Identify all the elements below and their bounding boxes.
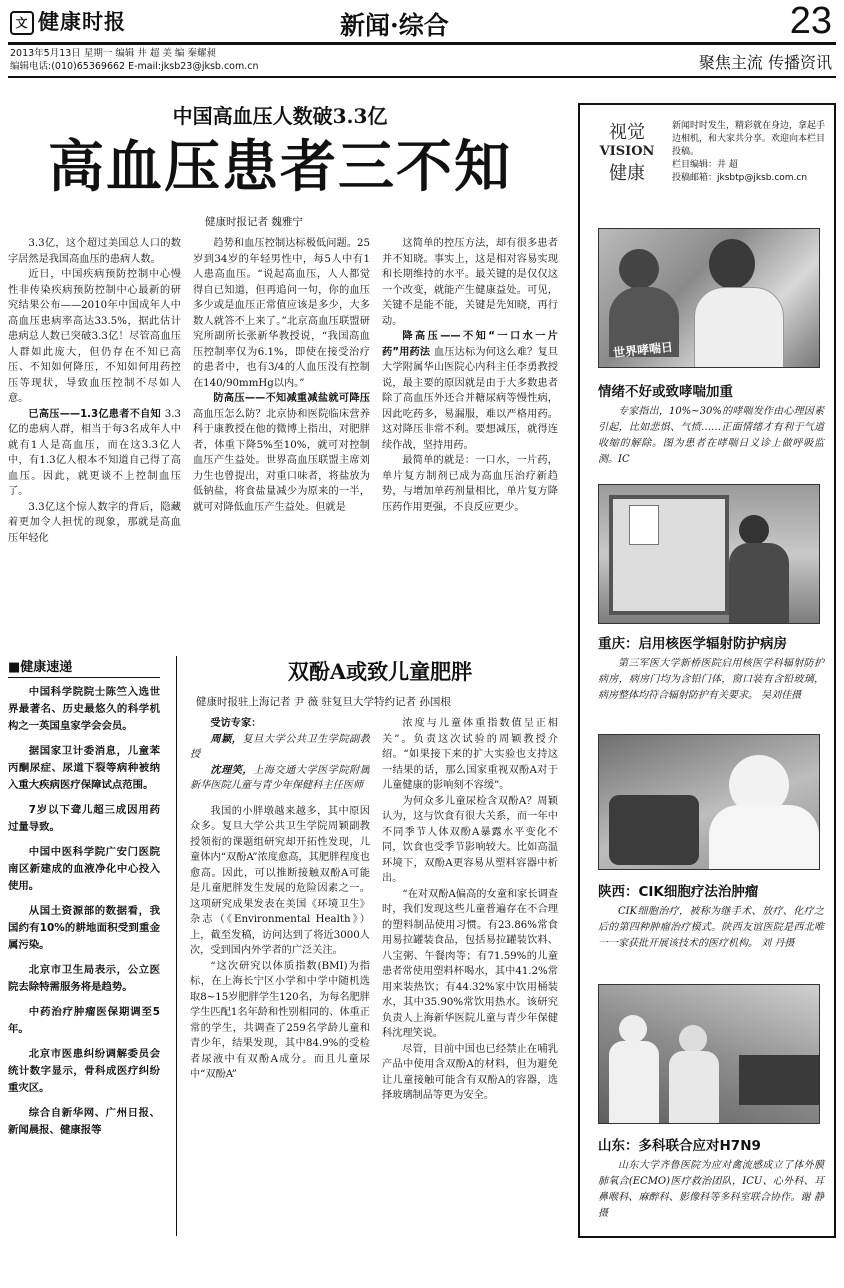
second-column-1	[190, 716, 370, 1236]
paragraph: 3.3亿这个惊人数字的背后，隐藏着更加令人担忧的现象，那就是高血压年轻化	[8, 501, 181, 544]
paragraph: 近日，中国疾病预防控制中心慢性非传染疾病预防控制中心最新的研究结果公布——2010年中国成年人中高血压患病率高达33.5%，据此估计患病总人数已突破3.3亿！尽管高血压人群如此庞大，但仍存在不知已高压、不知如何降压，不知如何用药控压等现状，导致血压控制不尽如人意。	[8, 269, 181, 404]
column-divider	[176, 656, 177, 1236]
paragraph: 尽管，目前中国也已经禁止在哺乳产品中使用含双酚A的材料，但为避免让儿童接触可能含有双酚A的容器，选择玻璃制品等更为安全。	[382, 1043, 558, 1101]
lead-headline: 高血压患者三不知	[48, 135, 512, 200]
caption-title-1: 情绪不好或致哮喘加重	[598, 384, 733, 400]
brief-item: 7岁以下聋儿超三成因用药过量导致。	[8, 804, 160, 833]
logo-icon: 文	[10, 11, 34, 35]
caption-title-2: 重庆：启用核医学辐射防护病房	[598, 636, 787, 652]
second-column-2	[382, 716, 558, 1236]
issue-meta: 2013年5月13日 星期一 编辑 井 超 美 编 秦耀昶 编辑电话:(010)65369662 E-mail:jksb23@jksb.com.cn	[10, 48, 259, 72]
paragraph: “这次研究以体质指数(BMI)为指标，在上海长宁区小学和中学中随机选取8~15岁肥胖学生120名，为每名肥胖学生匹配1名年龄和性别相同的、体重正常的学生，共调查了259名学龄儿童和青少年，结果发现，其中84.9%的受检者尿液中有双酚A成分。而且儿童尿中“双酚A”	[190, 960, 370, 1080]
subhead: 防高压——不知减重减盐就可降压	[213, 393, 370, 404]
paragraph: 3.3亿，这个超过美国总人口的数字居然是我国高血压的患病人数。	[8, 238, 181, 265]
briefs-list	[8, 684, 160, 1147]
photo-radiation-ward	[598, 484, 820, 624]
section-title: 新闻·综合	[340, 11, 449, 40]
second-byline: 健康时报驻上海记者 尹 薇 驻复旦大学特约记者 孙国根	[196, 696, 451, 708]
paragraph: 最简单的就是：一口水，一片药，单片复方制剂已成为高血压治疗新趋势，与增加单药剂量相比，单片复方降压药作用更强，不良反应更少。	[382, 455, 558, 513]
subhead: 已高压——1.3亿患者不自知	[28, 408, 165, 420]
vision-logo: 视觉 VISION 健康	[599, 122, 655, 184]
paragraph: 我国的小胖墩越来越多，其中原因众多。复旦大学公共卫生学院周颖副教授领衔的课题组研究却开拓性发现，儿童体内“双酚A”浓度愈高，其肥胖程度也愈高。因此，可以推断接触双酚A可能是儿童肥胖发生发展的危险因素之一。这项研究成果发表在美国《环境卫生》杂志（《Environmental Health》）上，截至发稿，访问达到了将近3000人次，受到国内外学者的广泛关注。	[190, 805, 370, 956]
lead-byline: 健康时报记者 魏雅宁	[205, 216, 303, 228]
expert: 周颖，复旦大学公共卫生学院副教授	[190, 733, 370, 760]
lead-column-3	[382, 236, 558, 648]
newspaper-logo: 文 健康时报	[10, 6, 126, 36]
paragraph: 趋势和血压控制达标极低问题。25岁到34岁的年轻男性中，每5人中有1人患高血压。“说起高血压，人人都觉得自已知道，但再追问一句，你的血压多少或是血压正常值应该是多少，大多数人就答不上来了。”北京高血压联盟研究所副所长张新华教授说，“我国高血压控制率仅为6.1%，即使在接受治疗的患者中，也有3/4的人血压没有控制在140/90mmHg以内。”	[193, 238, 370, 389]
photo-asthma: 世界哮喘日	[598, 228, 820, 368]
paragraph: 浓度与儿童体重指数值呈正相关”。负责这次试验的周颖教授介绍。“如果接下来的扩大实验也支持这一结果的话，那么国家重视双酚A对于儿童健康的影响刻不容缓”。	[382, 718, 558, 791]
caption-title-3: 陕西：CIK细胞疗法治肿瘤	[598, 884, 759, 900]
brief-item: 北京市卫生局表示，公立医院去除特需服务将是趋势。	[8, 964, 160, 993]
brief-item: 北京市医患纠纷调解委员会统计数字显示，骨科成医疗纠纷重灾区。	[8, 1048, 160, 1094]
paragraph: 降高压——不知“一口水一片药”用药法 血压达标为何这么难？复旦大学附属华山医院心内科主任李勇教授说，最主要的原因就是由于大多数患者除了高血压外还合并糖尿病等慢性病，因此吃药多，易漏服，难以严格用药。这对降压非常不利。要想减压，就得连续作战，坚持用药。	[382, 331, 558, 451]
second-rule	[8, 76, 836, 78]
experts-label: 受访专家：	[210, 718, 262, 729]
caption-body-3: CIK细胞治疗，被称为继手术、放疗、化疗之后的第四种肿瘤治疗模式。陕西友谊医院是西北唯一一家获批开展该技术的医疗机构。 刘 丹摄	[598, 906, 824, 949]
paragraph: 这简单的控压方法，却有很多患者并不知晓。事实上，这是相对容易实现和长期维持的水平。最关键的是仅仅这一个改变，就能产生健康益处。可见，关键不是能不能，关键是先知晓，再行动。	[382, 238, 558, 327]
paragraph: “在对双酚A偏高的女童和家长调查时，我们发现这些儿童普遍存在不合理的塑料制品使用习惯。有23.86%常食用易拉罐装食品，包括易拉罐装饮料、八宝粥、午餐肉等；有71.59%的儿童患者常使用塑料杯喝水，其中41.2%常用来装热饮；有44.32%家中饮用桶装水，其中35.90%常饮用热水。该研究负责人上海新华医院儿童与青少年保健科沈理笑说。	[382, 888, 558, 1039]
brief-item: 据国家卫计委消息，儿童苯丙酮尿症、尿道下裂等病种被纳入重大疾病医疗保障试点范围。	[8, 745, 160, 791]
caption-body-2: 第三军医大学新桥医院启用核医学科辐射防护病房，病房门均为含铅门体，窗口装有含铅玻璃，病房整体均符合辐射防护有关要求。 吴刘佳摄	[598, 658, 824, 701]
photo-h7n9-team	[598, 984, 820, 1124]
paragraph: 已高压——1.3亿患者不自知 3.3亿的患病人群，相当于每3名成年人中就有1人是高血压，而在这3.3亿人中，有1.3亿人根本不知道自己得了高血压。因此，就更谈不上控制血压了。	[8, 408, 181, 497]
lead-column-2	[193, 236, 370, 648]
vision-intro: 新闻时时发生，精彩就在身边，拿起手边相机，和大家共分享。欢迎向本栏目投稿。 栏目编辑：井 超 投稿邮箱：jksbtp@jksb.com.cn	[672, 121, 826, 183]
brief-item: 中国科学院院士陈竺入选世界最著名、历史最悠久的科学机构之一英国皇家学会会员。	[8, 686, 160, 732]
caption-body-4: 山东大学齐鲁医院为应对禽流感成立了体外膜肺氧合(ECMO)医疗救治团队，ICU、心外科、耳鼻喉科、麻醉科、影像科等多科室联合协作。谢 静摄	[598, 1160, 824, 1219]
caption-body-1: 专家指出，10%~30%的哮喘发作由心理因素引起，比如悲惧、气愤……正面情绪才有利于气道收缩的解除。图为患者在哮喘日义诊上做呼吸监测。IC	[598, 406, 824, 465]
page-number: 23	[789, 0, 832, 42]
lead-kicker: 中国高血压人数破3.3亿	[172, 104, 388, 128]
brief-item: 中药治疗肿瘤医保期调至5年。	[8, 1006, 160, 1035]
second-headline: 双酚A或致儿童肥胖	[287, 659, 473, 684]
paragraph: 防高压——不知减重减盐就可降压 高血压怎么防？北京协和医院临床营养科于康教授在他的微博上指出，对肥胖者，体重下降5%至10%，就可对控制血压产生益处。世界高血压联盟主席刘力生也曾提出，对重口味者，将盐放为低钠盐，将食盐量减少为原来的一半，就可对降低血压产生益处。但就是	[193, 393, 370, 513]
expert: 沈理笑，上海交通大学医学院附属新华医院儿童与青少年保健科主任医师	[190, 764, 370, 791]
paragraph: 为何众多儿童尿检含双酚A？周颖认为，这与饮食有很大关系，而一年中不同季节人体双酚A暴露水平变化不同，饮食也受季节影响较大。比如高温环境下，双酚A更容易从塑料容器中析出。	[382, 795, 558, 884]
photo-cik-therapy	[598, 734, 820, 870]
lead-column-1	[8, 236, 181, 648]
brief-item: 从国土资源部的数据看，我国约有10%的耕地面积受到重金属污染。	[8, 905, 160, 951]
top-rule	[8, 42, 836, 45]
slogan: 聚焦主流 传播资讯	[698, 53, 832, 72]
brief-item: 综合自新华网、广州日报、新闻晨报、健康报等	[8, 1107, 160, 1136]
caption-title-4: 山东：多科联合应对H7N9	[598, 1138, 761, 1154]
brief-item: 中国中医科学院广安门医院南区新建成的血液净化中心投入使用。	[8, 846, 160, 892]
subhead: 降高压——不知“一口水一片药”用药法	[382, 331, 558, 358]
briefs-title: ■健康速递	[8, 656, 160, 678]
